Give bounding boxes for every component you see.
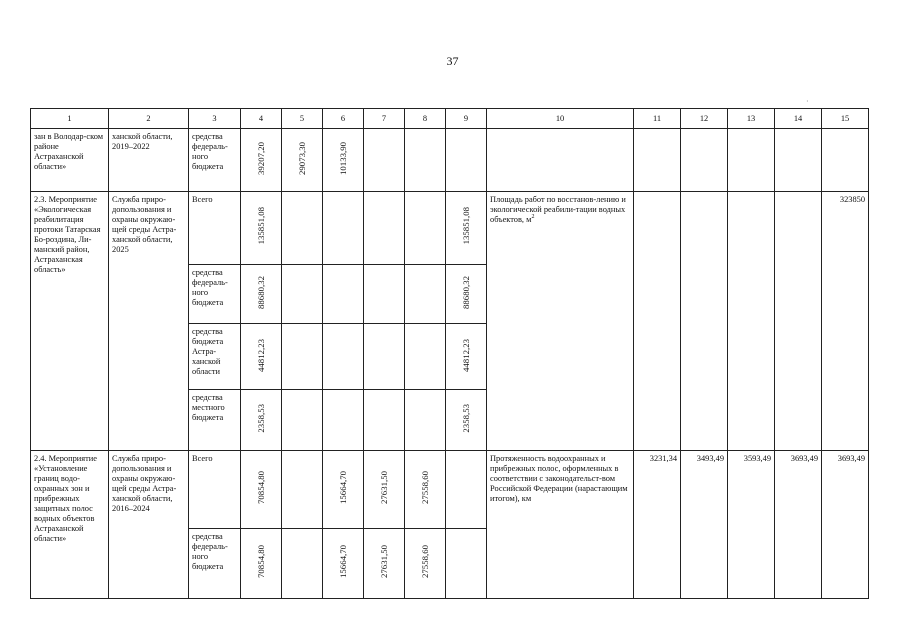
empty-cell: [775, 191, 822, 451]
measure-name: 2.3. Мероприятие «Экологическая реабилитация протоки Татарская Бо-роздина, Ли-манский район, Астраханская область»: [31, 191, 109, 451]
table-row: [31, 451, 869, 528]
amount-value: 27631,50: [379, 545, 389, 579]
amount-cell: [241, 191, 282, 264]
col-header: 8: [405, 109, 446, 129]
indicator-text: Площадь работ по восстанов-лению и экологической реабили-тации водных объектов, м: [490, 194, 626, 224]
empty-cell: [822, 129, 869, 191]
indicator-name: Протяженность водоохранных и прибрежных полос, оформленных в соответствии с законодательст-вом Российской Федерации (нарастающим итогом), км: [487, 451, 634, 599]
empty-cell: [282, 390, 323, 451]
col-header: 4: [241, 109, 282, 129]
indicator-value: 3693,49: [775, 451, 822, 599]
empty-cell: [446, 451, 487, 528]
executor-period: ханской области, 2019–2022: [109, 129, 189, 191]
col-header: 6: [323, 109, 364, 129]
amount-cell: [446, 390, 487, 451]
col-header: 14: [775, 109, 822, 129]
measure-name: 2.4. Мероприятие «Установление границ водо-охранных зон и прибрежных защитных полос водных объектов Астраханской области»: [31, 451, 109, 599]
amount-cell: [446, 264, 487, 323]
amount-cell: [364, 451, 405, 528]
amount-cell: [405, 528, 446, 598]
amount-cell: [241, 528, 282, 598]
column-number-row: [31, 109, 869, 129]
empty-cell: [323, 264, 364, 323]
col-header: 10: [487, 109, 634, 129]
amount-value: 27631,50: [379, 471, 389, 505]
indicator-value: 3693,49: [822, 451, 869, 599]
col-header: 1: [31, 109, 109, 129]
amount-cell: [323, 451, 364, 528]
empty-cell: [364, 323, 405, 389]
amount-value: 27558,60: [420, 545, 430, 579]
amount-value: 44812,23: [461, 338, 471, 372]
amount-value: 15664,70: [338, 545, 348, 579]
empty-cell: [634, 129, 681, 191]
amount-value: 10133,90: [338, 141, 348, 175]
empty-cell: [282, 451, 323, 528]
col-header: 3: [189, 109, 241, 129]
empty-cell: [364, 390, 405, 451]
empty-cell: [282, 323, 323, 389]
amount-cell: [241, 390, 282, 451]
empty-cell: [487, 129, 634, 191]
amount-cell: [323, 528, 364, 598]
empty-cell: [323, 390, 364, 451]
amount-cell: [282, 129, 323, 191]
indicator-value: 3231,34: [634, 451, 681, 599]
amount-cell: [241, 451, 282, 528]
amount-cell: [241, 323, 282, 389]
empty-cell: [323, 323, 364, 389]
col-header: 2: [109, 109, 189, 129]
amount-cell: [323, 129, 364, 191]
amount-value: 2358,53: [256, 404, 266, 433]
funding-source: средства федераль-ного бюджета: [189, 528, 241, 598]
executor-period: Служба приро-допользования и охраны окружаю-щей среды Астра-ханской области, 2025: [109, 191, 189, 451]
amount-value: 135851,08: [256, 207, 266, 245]
empty-cell: [364, 191, 405, 264]
funding-source: Всего: [189, 191, 241, 264]
empty-cell: [405, 264, 446, 323]
table-row: [31, 129, 869, 191]
amount-value: 15664,70: [338, 471, 348, 505]
empty-cell: [405, 323, 446, 389]
stray-mark: ·: [806, 97, 809, 106]
empty-cell: [446, 129, 487, 191]
amount-cell: [364, 528, 405, 598]
empty-cell: [681, 129, 728, 191]
empty-cell: [446, 528, 487, 598]
col-header: 7: [364, 109, 405, 129]
amount-cell: [446, 191, 487, 264]
empty-cell: [405, 390, 446, 451]
funding-source: средства бюджета Астра-ханской области: [189, 323, 241, 389]
amount-value: 88680,32: [256, 275, 266, 309]
empty-cell: [323, 191, 364, 264]
col-header: 12: [681, 109, 728, 129]
col-header: 11: [634, 109, 681, 129]
funding-source: средства федераль-ного бюджета: [189, 129, 241, 191]
amount-cell: [405, 451, 446, 528]
indicator-value: 3593,49: [728, 451, 775, 599]
indicator-value: 323850: [822, 191, 869, 451]
amount-value: 135851,08: [461, 207, 471, 245]
col-header: 5: [282, 109, 323, 129]
col-header: 15: [822, 109, 869, 129]
amount-value: 27558,60: [420, 471, 430, 505]
amount-cell: [446, 323, 487, 389]
amount-value: 39207,20: [256, 141, 266, 175]
empty-cell: [405, 129, 446, 191]
empty-cell: [681, 191, 728, 451]
amount-cell: [241, 264, 282, 323]
col-header: 9: [446, 109, 487, 129]
amount-value: 70854,80: [256, 471, 266, 505]
amount-value: 70854,80: [256, 545, 266, 579]
empty-cell: [282, 528, 323, 598]
funding-source: Всего: [189, 451, 241, 528]
empty-cell: [282, 264, 323, 323]
funding-source: средства местного бюджета: [189, 390, 241, 451]
empty-cell: [364, 129, 405, 191]
empty-cell: [775, 129, 822, 191]
indicator-name: [487, 191, 634, 451]
empty-cell: [364, 264, 405, 323]
indicator-unit-sup: 2: [531, 213, 535, 220]
program-table: [30, 108, 869, 599]
amount-cell: [241, 129, 282, 191]
amount-value: 29073,30: [297, 141, 307, 175]
executor-period: Служба приро-допользования и охраны окружаю-щей среды Астра-ханской области, 2016–2024: [109, 451, 189, 599]
empty-cell: [728, 129, 775, 191]
measure-name: зан в Володар-ском районе Астраханской области»: [31, 129, 109, 191]
empty-cell: [634, 191, 681, 451]
amount-value: 88680,32: [461, 275, 471, 309]
amount-value: 2358,53: [461, 404, 471, 433]
empty-cell: [405, 191, 446, 264]
page-number: 37: [446, 54, 459, 68]
indicator-value: 3493,49: [681, 451, 728, 599]
amount-value: 44812,23: [256, 338, 266, 372]
funding-source: средства федераль-ного бюджета: [189, 264, 241, 323]
empty-cell: [282, 191, 323, 264]
table-row: [31, 191, 869, 264]
col-header: 13: [728, 109, 775, 129]
empty-cell: [728, 191, 775, 451]
